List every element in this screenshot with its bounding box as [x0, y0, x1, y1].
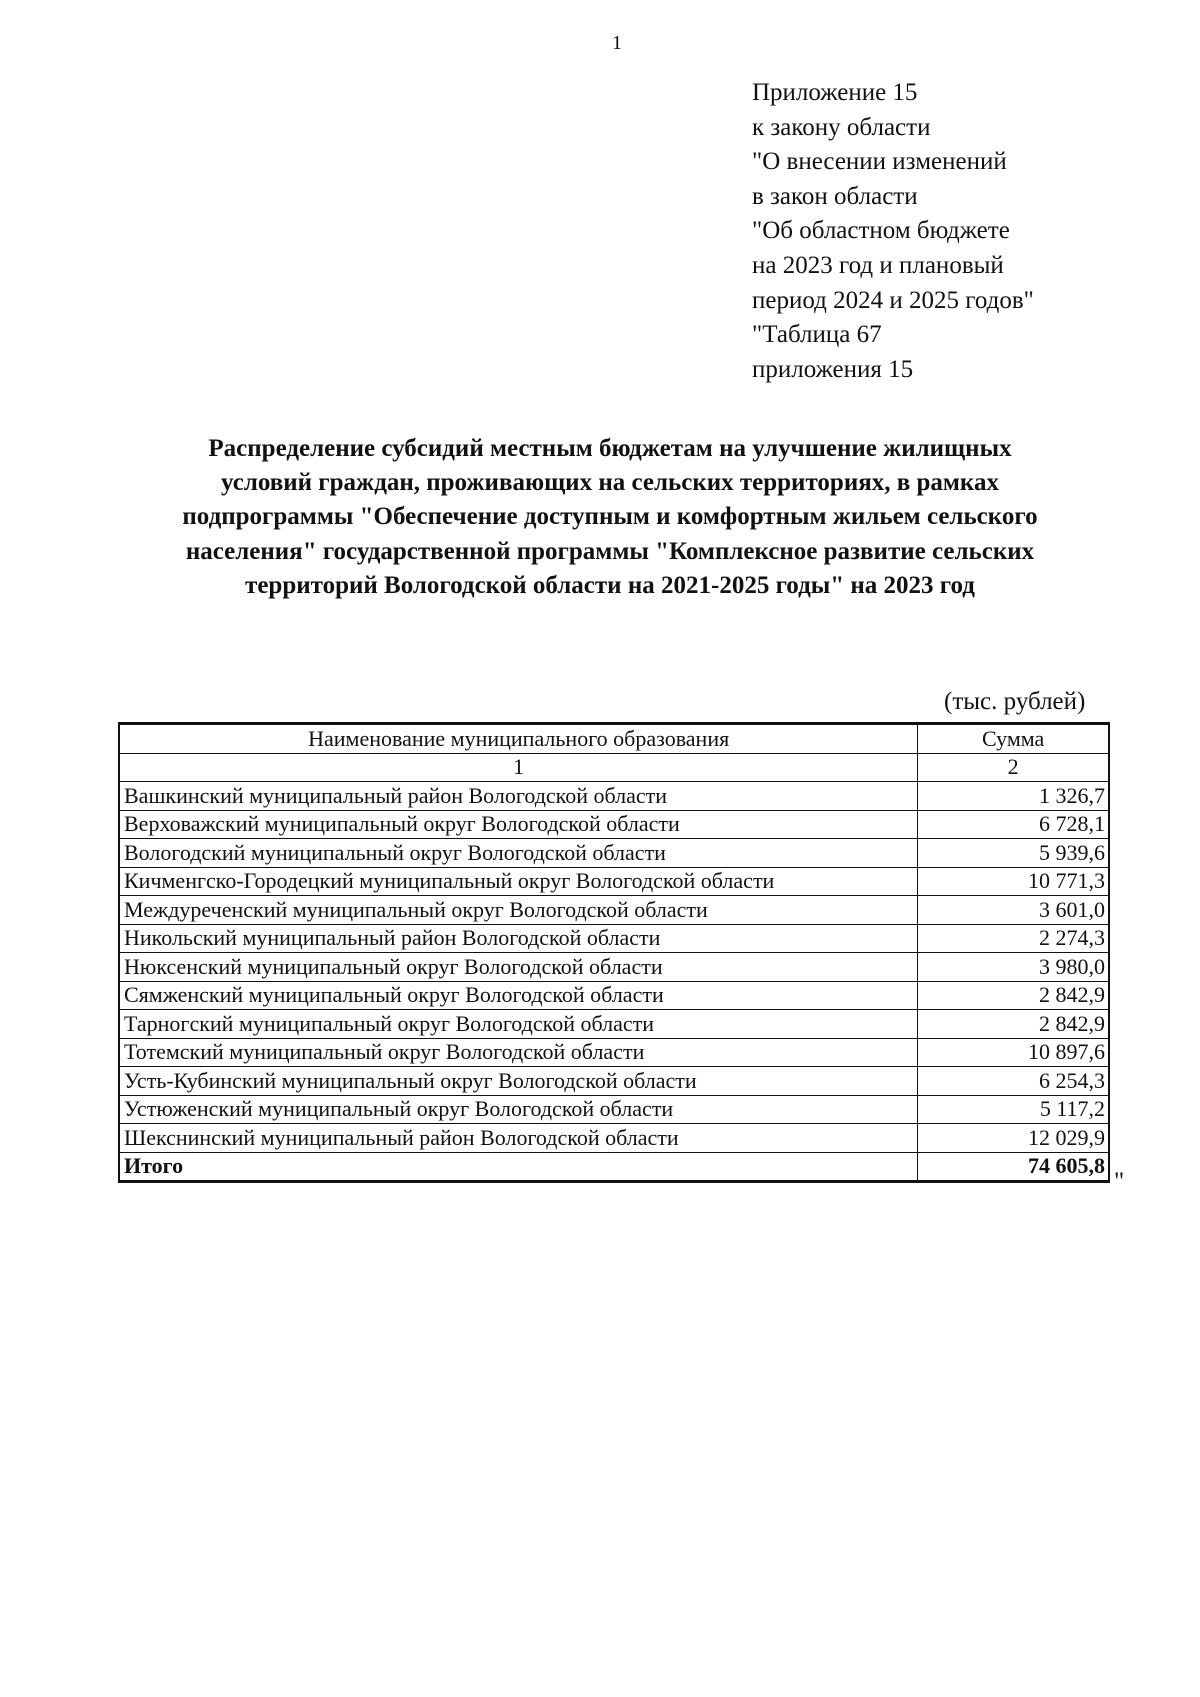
appendix-note-line: приложения 15: [752, 355, 914, 383]
column-header-sum: Сумма: [918, 724, 1109, 754]
table-row: [119, 810, 1109, 839]
column-header-name: Наименование муниципального образования: [119, 724, 918, 754]
sum-value: 3 980,0: [918, 953, 1109, 982]
appendix-note: [752, 76, 1034, 387]
table-row: [119, 1010, 1109, 1039]
sum-value: 3 601,0: [918, 896, 1109, 925]
table-header-row: [119, 724, 1109, 754]
appendix-note-line: "Таблица 67: [752, 321, 882, 349]
column-number: 1: [119, 753, 918, 782]
table-row: [119, 867, 1109, 896]
municipality-name: Шекснинский муниципальный район Вологодской области: [119, 1124, 918, 1153]
table-row: [119, 839, 1109, 868]
table-row: [119, 1067, 1109, 1096]
total-label: Итого: [119, 1152, 918, 1182]
municipality-name: Кичменгско-Городецкий муниципальный округ Вологодской области: [119, 867, 918, 896]
municipality-name: Сямженский муниципальный округ Вологодской области: [119, 981, 918, 1010]
municipality-name: Никольский муниципальный район Вологодской области: [119, 924, 918, 953]
table-row: [119, 896, 1109, 925]
municipality-name: Верховажский муниципальный округ Вологодской области: [119, 810, 918, 839]
table-row: [119, 1124, 1109, 1153]
appendix-note-line: Приложение 15: [752, 79, 918, 106]
column-number: 2: [918, 753, 1109, 782]
title-line: населения" государственной программы "Комплексное развитие сельских: [185, 537, 1035, 565]
appendix-note-line: к закону области: [752, 113, 931, 141]
sum-value: 6 728,1: [918, 810, 1109, 839]
subsidy-table: [118, 722, 1110, 1183]
sum-value: 6 254,3: [918, 1067, 1109, 1096]
total-row: [119, 1152, 1109, 1182]
municipality-name: Нюксенский муниципальный округ Вологодской области: [119, 953, 918, 982]
appendix-note-line: в закон области: [752, 182, 918, 210]
sum-value: 2 274,3: [918, 924, 1109, 953]
units-label: (тыс. рублей): [944, 688, 1086, 715]
total-value: 74 605,8: [918, 1152, 1109, 1182]
table-row: [119, 981, 1109, 1010]
sum-value: 2 842,9: [918, 1010, 1109, 1039]
closing-quote: ": [1114, 1168, 1125, 1195]
appendix-note-line: "Об областном бюджете: [752, 217, 1010, 245]
column-number-row: [119, 753, 1109, 782]
municipality-name: Вологодский муниципальный округ Вологодской области: [119, 839, 918, 868]
page-number: 1: [612, 32, 622, 54]
appendix-note-line: период 2024 и 2025 годов": [752, 286, 1034, 314]
appendix-note-line: на 2023 год и плановый: [752, 251, 1004, 279]
municipality-name: Усть-Кубинский муниципальный округ Вологодской области: [119, 1067, 918, 1096]
title-line: территорий Вологодской области на 2021-2025 годы" на 2023 год: [245, 571, 975, 599]
municipality-name: Тарногский муниципальный округ Вологодской области: [119, 1010, 918, 1039]
municipality-name: Тотемский муниципальный округ Вологодской области: [119, 1038, 918, 1067]
municipality-name: Устюженский муниципальный округ Вологодской области: [119, 1095, 918, 1124]
sum-value: 2 842,9: [918, 981, 1109, 1010]
table-row: [119, 953, 1109, 982]
municipality-name: Междуреченский муниципальный округ Вологодской области: [119, 896, 918, 925]
title-line: подпрограммы "Обеспечение доступным и комфортным жильем сельского: [182, 503, 1038, 531]
appendix-note-line: "О внесении изменений: [752, 148, 1007, 176]
sum-value: 5 939,6: [918, 839, 1109, 868]
table-row: [119, 924, 1109, 953]
sum-value: 5 117,2: [918, 1095, 1109, 1124]
sum-value: 12 029,9: [918, 1124, 1109, 1153]
title-line: условий граждан, проживающих на сельских территориях, в рамках: [221, 469, 999, 497]
title-line: Распределение субсидий местным бюджетам на улучшение жилищных: [208, 435, 1012, 462]
document-title: [110, 432, 1110, 603]
table-row: [119, 1095, 1109, 1124]
sum-value: 1 326,7: [918, 782, 1109, 811]
sum-value: 10 897,6: [918, 1038, 1109, 1067]
municipality-name: Вашкинский муниципальный район Вологодской области: [119, 782, 918, 811]
table-row: [119, 1038, 1109, 1067]
sum-value: 10 771,3: [918, 867, 1109, 896]
table-row: [119, 782, 1109, 811]
